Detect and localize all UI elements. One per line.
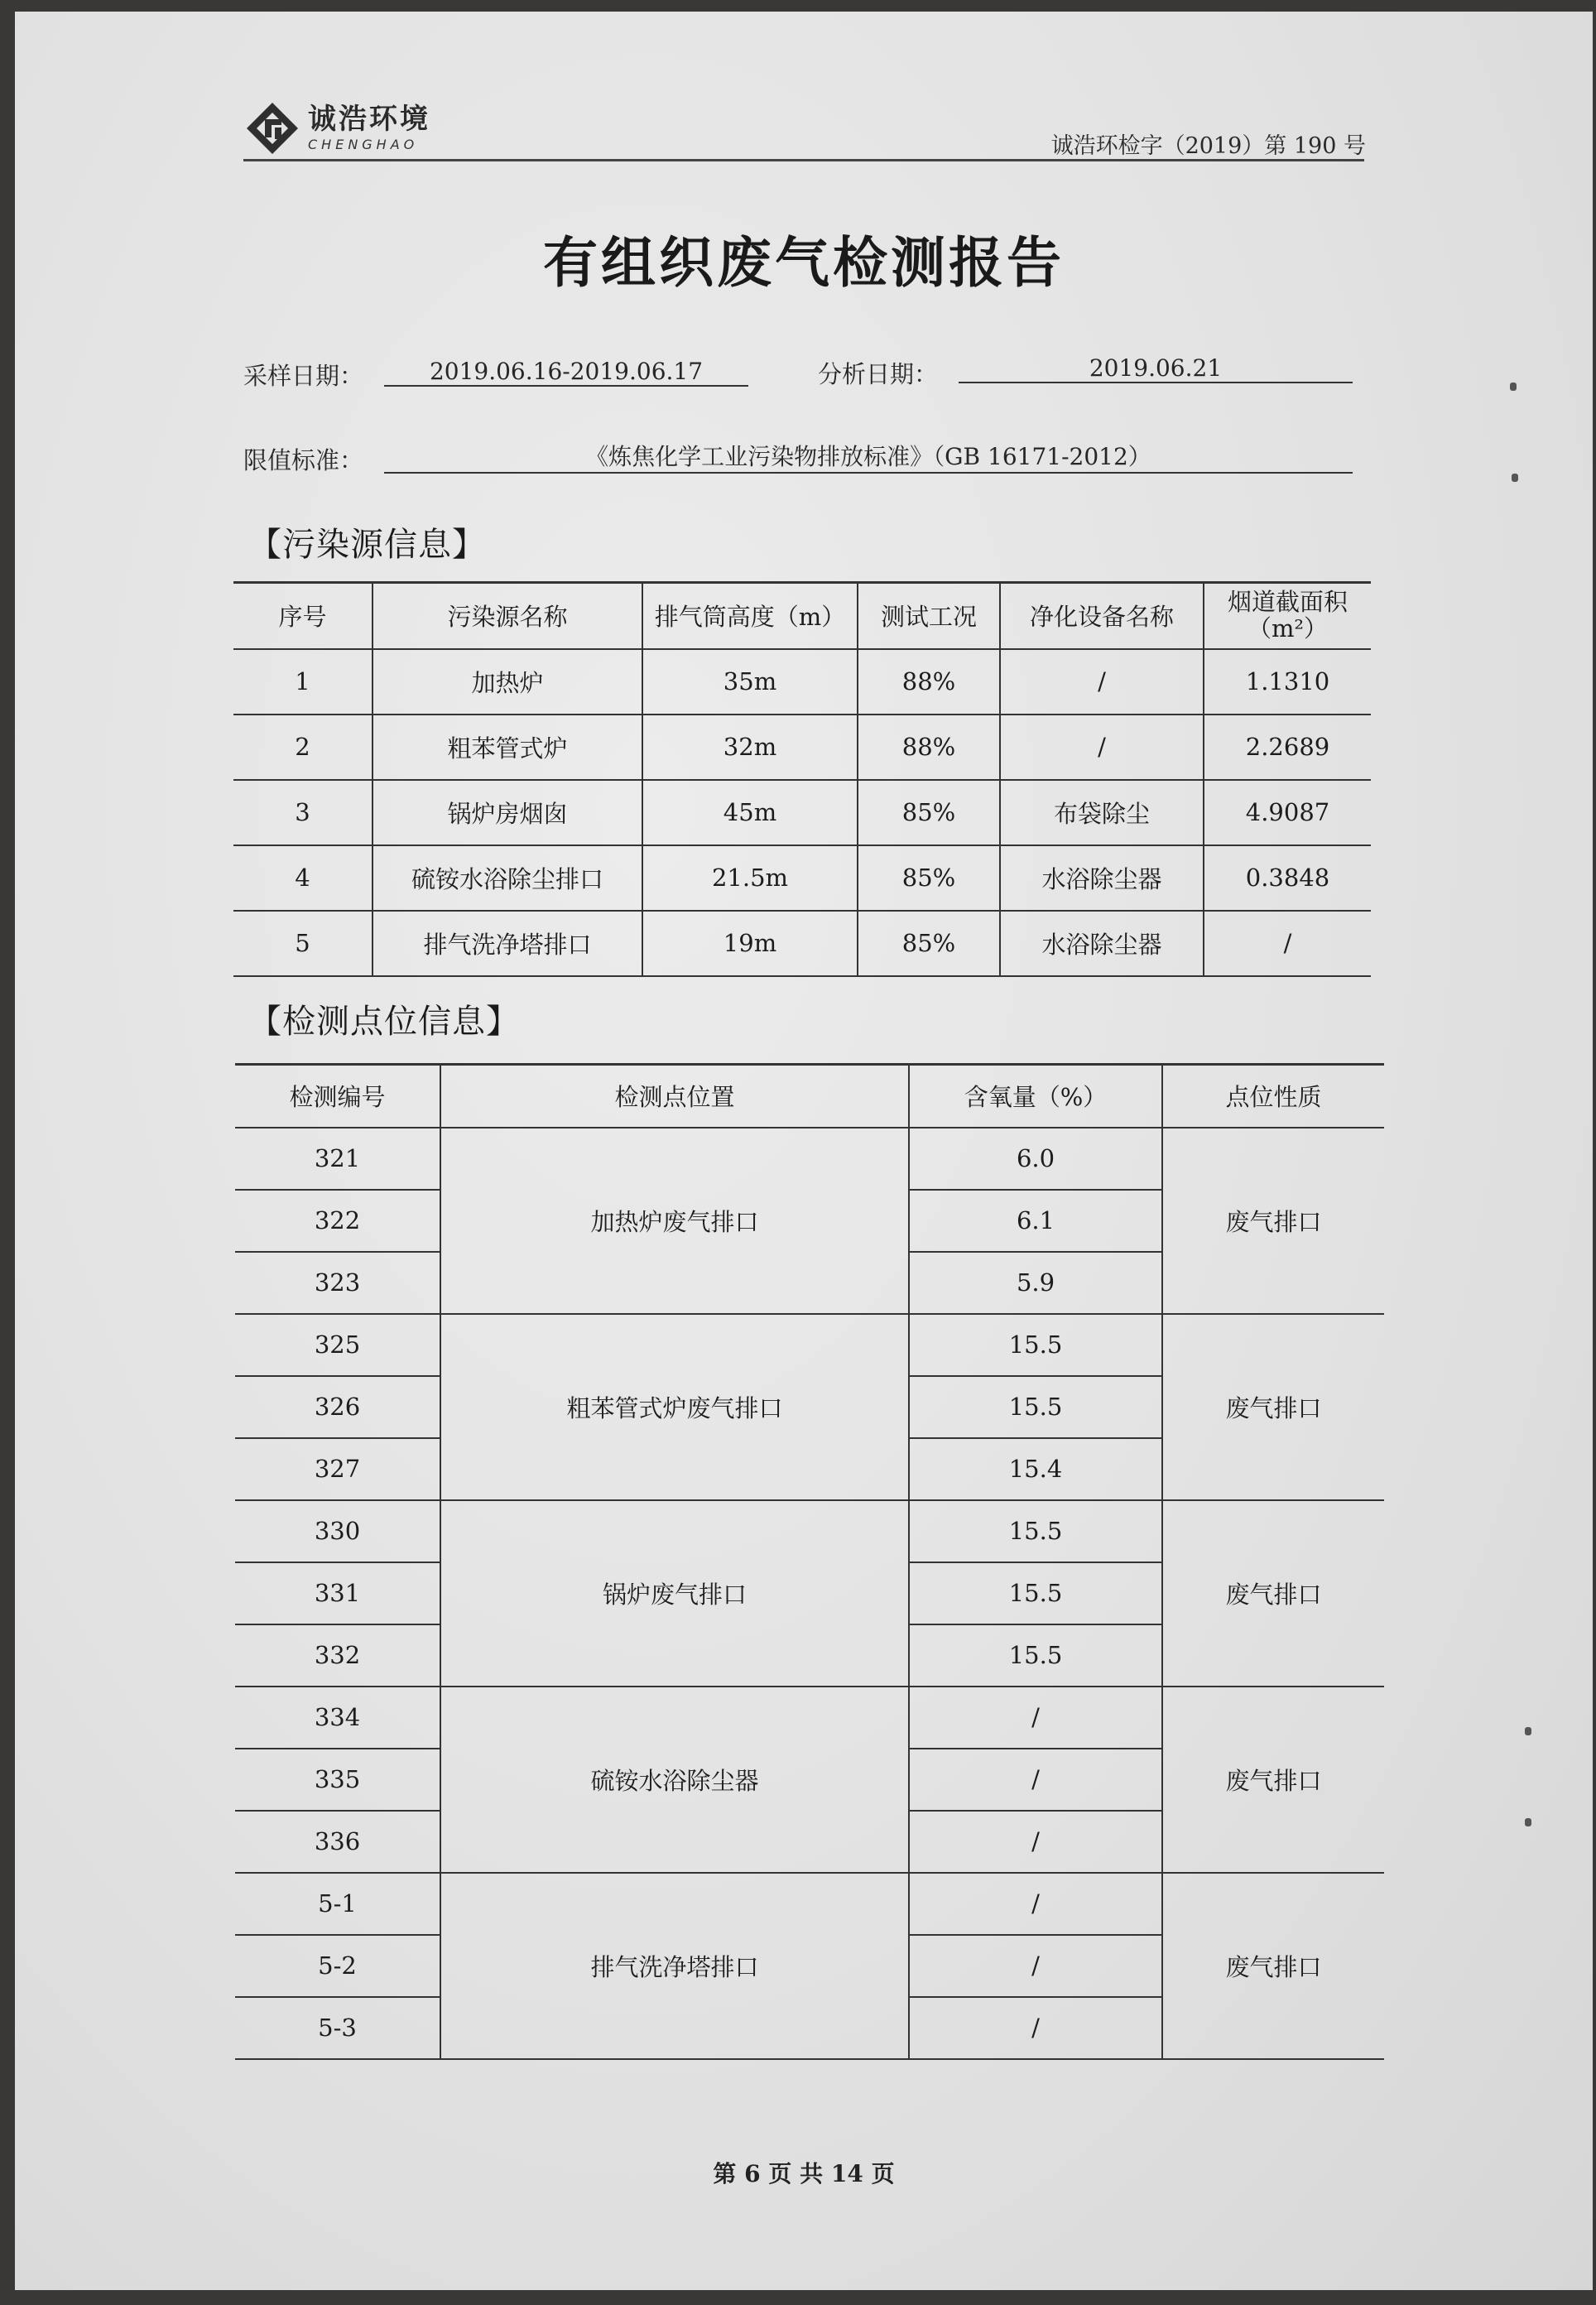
col-header-test-condition: 测试工况 (858, 583, 1000, 649)
cell-index: 5 (233, 911, 373, 976)
cell-stack-height: 45m (642, 780, 858, 845)
cell-test-id: 335 (235, 1749, 440, 1811)
cell-location: 硫铵水浴除尘器 (440, 1687, 909, 1873)
cell-purifier: / (1000, 715, 1204, 780)
cell-test-id: 323 (235, 1252, 440, 1314)
cell-flue-area: 2.2689 (1204, 715, 1371, 780)
table-row (233, 649, 1371, 715)
cell-source-name: 硫铵水浴除尘排口 (373, 845, 642, 911)
table-row (235, 1687, 1384, 1749)
cell-purifier: 水浴除尘器 (1000, 911, 1204, 976)
cell-stack-height: 35m (642, 649, 858, 715)
cell-test-id: 325 (235, 1314, 440, 1376)
cell-nature: 废气排口 (1162, 1314, 1384, 1500)
page-number-footer: 第 6 页 共 14 页 (713, 2160, 895, 2187)
cell-test-id: 322 (235, 1190, 440, 1252)
col-header-oxygen: 含氧量（%） (909, 1065, 1162, 1128)
cell-test-condition: 85% (858, 845, 1000, 911)
logo-mark-icon (245, 101, 300, 156)
cell-flue-area: 4.9087 (1204, 780, 1371, 845)
cell-test-id: 5-3 (235, 1997, 440, 2059)
monitoring-point-section-title: 【检测点位信息】 (248, 1003, 520, 1041)
standard-value: 《炼焦化学工业污染物排放标准》（GB 16171-2012） (384, 439, 1353, 474)
cell-test-id: 336 (235, 1811, 440, 1873)
cell-oxygen: / (909, 1749, 1162, 1811)
table-header-row (235, 1065, 1384, 1128)
cell-source-name: 加热炉 (373, 649, 642, 715)
table-row (233, 845, 1371, 911)
logo-chinese-name: 诚浩环境 (308, 103, 430, 136)
table-row (235, 1500, 1384, 1562)
cell-stack-height: 32m (642, 715, 858, 780)
standard-label: 限值标准： (243, 446, 364, 474)
col-header-flue-area: 烟道截面积（m²） (1204, 583, 1371, 649)
cell-nature: 废气排口 (1162, 1873, 1384, 2059)
cell-index: 1 (233, 649, 373, 715)
cell-source-name: 排气洗净塔排口 (373, 911, 642, 976)
cell-test-condition: 85% (858, 780, 1000, 845)
cell-test-id: 332 (235, 1624, 440, 1687)
pollution-source-section-title: 【污染源信息】 (248, 526, 486, 564)
sampling-date-value: 2019.06.16-2019.06.17 (384, 358, 748, 387)
paper-speck (1525, 1727, 1531, 1735)
analysis-date-label: 分析日期： (818, 360, 939, 388)
cell-index: 2 (233, 715, 373, 780)
cell-oxygen: / (909, 1935, 1162, 1997)
cell-oxygen: 15.5 (909, 1314, 1162, 1376)
cell-flue-area: 0.3848 (1204, 845, 1371, 911)
cell-purifier: / (1000, 649, 1204, 715)
cell-nature: 废气排口 (1162, 1128, 1384, 1314)
report-number: 诚浩环检字（2019）第 190 号 (1050, 133, 1366, 159)
cell-test-id: 5-2 (235, 1935, 440, 1997)
cell-oxygen: 15.4 (909, 1438, 1162, 1500)
cell-oxygen: / (909, 1997, 1162, 2059)
cell-flue-area: / (1204, 911, 1371, 976)
table-row (235, 1873, 1384, 1935)
company-logo (245, 101, 430, 156)
cell-test-id: 334 (235, 1687, 440, 1749)
cell-test-id: 330 (235, 1500, 440, 1562)
cell-test-condition: 88% (858, 715, 1000, 780)
cell-oxygen: 15.5 (909, 1624, 1162, 1687)
page-title: 有组织废气检测报告 (543, 230, 1065, 295)
table-row (233, 911, 1371, 976)
table-row (233, 715, 1371, 780)
cell-oxygen: / (909, 1687, 1162, 1749)
cell-location: 锅炉废气排口 (440, 1500, 909, 1687)
cell-test-id: 5-1 (235, 1873, 440, 1935)
cell-test-condition: 85% (858, 911, 1000, 976)
table-header-row (233, 583, 1371, 649)
cell-oxygen: / (909, 1873, 1162, 1935)
analysis-date-value: 2019.06.21 (959, 354, 1353, 383)
cell-nature: 废气排口 (1162, 1687, 1384, 1873)
col-header-source-name: 污染源名称 (373, 583, 642, 649)
paper-speck (1510, 383, 1517, 391)
cell-flue-area: 1.1310 (1204, 649, 1371, 715)
cell-stack-height: 21.5m (642, 845, 858, 911)
cell-oxygen: 6.0 (909, 1128, 1162, 1190)
document-page (15, 12, 1593, 2290)
cell-oxygen: 15.5 (909, 1562, 1162, 1624)
cell-test-condition: 88% (858, 649, 1000, 715)
cell-source-name: 粗苯管式炉 (373, 715, 642, 780)
col-header-location: 检测点位置 (440, 1065, 909, 1128)
cell-index: 3 (233, 780, 373, 845)
pollution-source-table (233, 581, 1371, 977)
cell-oxygen: 5.9 (909, 1252, 1162, 1314)
logo-english-name: CHENGHAO (308, 137, 419, 152)
cell-oxygen: 15.5 (909, 1376, 1162, 1438)
cell-oxygen: / (909, 1811, 1162, 1873)
cell-nature: 废气排口 (1162, 1500, 1384, 1687)
table-row (235, 1128, 1384, 1190)
cell-test-id: 321 (235, 1128, 440, 1190)
cell-oxygen: 15.5 (909, 1500, 1162, 1562)
cell-stack-height: 19m (642, 911, 858, 976)
sampling-date-label: 采样日期： (243, 362, 364, 390)
col-header-nature: 点位性质 (1162, 1065, 1384, 1128)
cell-source-name: 锅炉房烟囱 (373, 780, 642, 845)
cell-location: 粗苯管式炉废气排口 (440, 1314, 909, 1500)
col-header-stack-height: 排气筒高度（m） (642, 583, 858, 649)
table-row (233, 780, 1371, 845)
cell-test-id: 331 (235, 1562, 440, 1624)
monitoring-point-table (235, 1063, 1384, 2060)
cell-purifier: 布袋除尘 (1000, 780, 1204, 845)
cell-purifier: 水浴除尘器 (1000, 845, 1204, 911)
cell-location: 排气洗净塔排口 (440, 1873, 909, 2059)
cell-test-id: 326 (235, 1376, 440, 1438)
paper-speck (1525, 1818, 1531, 1826)
col-header-index: 序号 (233, 583, 373, 649)
col-header-test-id: 检测编号 (235, 1065, 440, 1128)
cell-index: 4 (233, 845, 373, 911)
cell-test-id: 327 (235, 1438, 440, 1500)
cell-location: 加热炉废气排口 (440, 1128, 909, 1314)
cell-oxygen: 6.1 (909, 1190, 1162, 1252)
paper-speck (1512, 474, 1518, 482)
col-header-purifier: 净化设备名称 (1000, 583, 1204, 649)
table-row (235, 1314, 1384, 1376)
header-divider (243, 159, 1364, 161)
